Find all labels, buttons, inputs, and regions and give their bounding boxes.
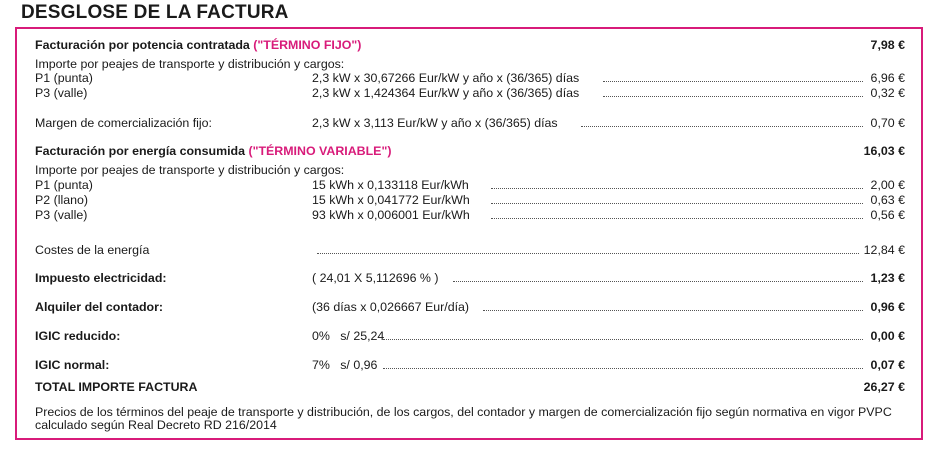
fixed-term-heading: Facturación por potencia contratada: [35, 38, 250, 52]
variable-tolls-subheading: Importe por peajes de transporte y distribución y cargos:: [35, 163, 345, 177]
variable-term-total: 16,03 €: [863, 144, 905, 158]
variable-term-heading: Facturación por energía consumida: [35, 144, 245, 158]
igic-reduced-amount: 0,00 €: [870, 329, 905, 343]
energy-costs-amount: 12,84 €: [863, 243, 905, 257]
variable-p1-calc: 15 kWh x 0,133118 Eur/kWh: [312, 178, 469, 192]
variable-term-header: [35, 144, 905, 158]
leader-dots: [383, 368, 863, 369]
electricity-tax-line: [35, 271, 905, 285]
variable-p1-amount: 2,00 €: [870, 178, 905, 192]
fixed-margin-line: [35, 116, 905, 130]
variable-p3-amount: 0,56 €: [870, 208, 905, 222]
igic-reduced-line: [35, 329, 905, 343]
fixed-p1-label: P1 (punta): [35, 71, 93, 85]
fixed-p1-calc: 2,3 kW x 30,67266 Eur/kW y año x (36/365) días: [312, 71, 580, 85]
fixed-p3-calc: 2,3 kW x 1,424364 Eur/kW y año x (36/365) días: [312, 86, 580, 100]
variable-p3-line: [35, 208, 905, 222]
fixed-margin-calc: 2,3 kW x 3,113 Eur/kW y año x (36/365) días: [312, 116, 558, 130]
energy-costs-line: [35, 243, 905, 257]
leader-dots: [483, 310, 863, 311]
leader-dots: [603, 96, 863, 97]
variable-p2-calc: 15 kWh x 0,041772 Eur/kWh: [312, 193, 470, 207]
leader-dots: [383, 339, 863, 340]
igic-normal-label: IGIC normal:: [35, 358, 110, 372]
meter-rental-label: Alquiler del contador:: [35, 300, 164, 314]
igic-reduced-calc: 0% s/ 25,24: [312, 329, 385, 343]
fixed-p1-amount: 6,96 €: [870, 71, 905, 85]
fixed-margin-amount: 0,70 €: [870, 116, 905, 130]
variable-p2-amount: 0,63 €: [870, 193, 905, 207]
meter-rental-calc: (36 días x 0,026667 Eur/día): [312, 300, 470, 314]
meter-rental-line: [35, 300, 905, 314]
variable-p1-line: [35, 178, 905, 192]
igic-normal-calc: 7% s/ 0,96: [312, 358, 378, 372]
igic-normal-amount: 0,07 €: [870, 358, 905, 372]
leader-dots: [491, 188, 863, 189]
invoice-total-amount: 26,27 €: [863, 380, 905, 394]
invoice-total-label: TOTAL IMPORTE FACTURA: [35, 380, 198, 394]
fixed-term-tag: ("TÉRMINO FIJO"): [253, 38, 362, 52]
variable-p2-label: P2 (llano): [35, 193, 89, 207]
leader-dots: [603, 81, 863, 82]
electricity-tax-label: Impuesto electricidad:: [35, 271, 167, 285]
fixed-p3-amount: 0,32 €: [870, 86, 905, 100]
leader-dots: [581, 126, 863, 127]
fixed-p1-line: [35, 71, 905, 85]
leader-dots: [317, 253, 859, 254]
leader-dots: [491, 203, 863, 204]
fixed-p3-line: [35, 86, 905, 100]
legal-note: Precios de los términos del peaje de transporte y distribución, de los cargos, del contador y margen de comercialización fijo según normativa en vigor PVPC calculado según Real Decreto RD 216/2014: [35, 405, 892, 432]
igic-normal-line: [35, 358, 905, 372]
electricity-tax-calc: ( 24,01 X 5,112696 % ): [312, 271, 439, 285]
invoice-breakdown-title: DESGLOSE DE LA FACTURA: [21, 2, 289, 23]
invoice-total-line: [35, 380, 905, 394]
leader-dots: [491, 218, 863, 219]
variable-p2-line: [35, 193, 905, 207]
fixed-term-header: [35, 38, 905, 52]
variable-term-tag: ("TÉRMINO VARIABLE"): [248, 144, 392, 158]
fixed-tolls-subheading: Importe por peajes de transporte y distribución y cargos:: [35, 57, 345, 71]
fixed-margin-label: Margen de comercialización fijo:: [35, 116, 212, 130]
variable-p1-label: P1 (punta): [35, 178, 93, 192]
fixed-term-total: 7,98 €: [870, 38, 905, 52]
igic-reduced-label: IGIC reducido:: [35, 329, 121, 343]
variable-p3-calc: 93 kWh x 0,006001 Eur/kWh: [312, 208, 470, 222]
variable-p3-label: P3 (valle): [35, 208, 88, 222]
electricity-tax-amount: 1,23 €: [870, 271, 905, 285]
leader-dots: [453, 281, 863, 282]
meter-rental-amount: 0,96 €: [870, 300, 905, 314]
fixed-p3-label: P3 (valle): [35, 86, 88, 100]
energy-costs-label: Costes de la energía: [35, 243, 150, 257]
